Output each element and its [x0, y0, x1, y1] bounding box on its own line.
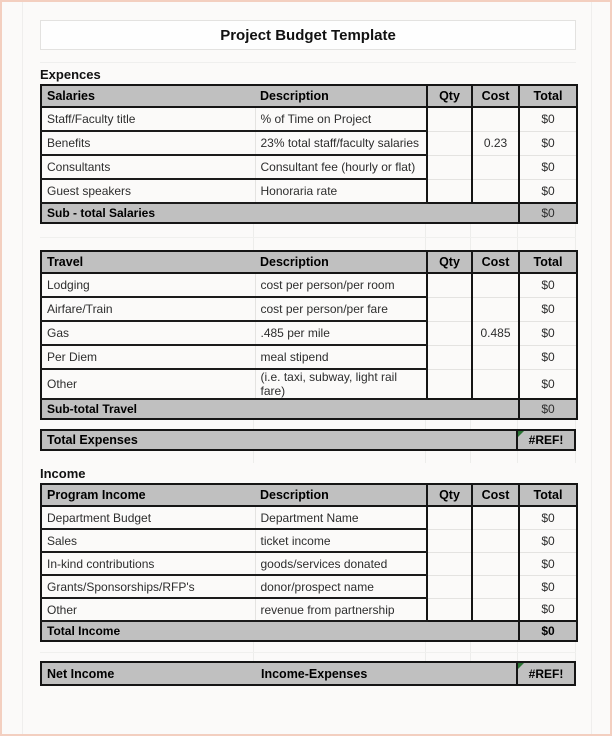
qty-cell [427, 598, 472, 621]
qty-cell [427, 179, 472, 203]
table-row [41, 131, 577, 155]
item-cell: Other [41, 369, 255, 399]
qty-cell [427, 345, 472, 369]
description-cell: Consultant fee (hourly or flat) [255, 155, 427, 179]
item-cell: Grants/Sponsorships/RFP's [41, 575, 255, 598]
description-cell: .485 per mile [255, 321, 427, 345]
cost-cell [472, 345, 519, 369]
table-row [41, 529, 577, 552]
total-cell: $0 [519, 131, 577, 155]
description-cell: 23% total staff/faculty salaries [255, 131, 427, 155]
qty-cell [427, 107, 472, 131]
description-column-header: Description [255, 484, 427, 506]
net-income-value [516, 663, 574, 684]
description-cell: cost per person/per fare [255, 297, 427, 321]
total-cell: $0 [519, 321, 577, 345]
description-cell: Department Name [255, 506, 427, 529]
total-cell: $0 [519, 506, 577, 529]
subtotal-label: Sub - total Salaries [41, 203, 519, 223]
description-cell: donor/prospect name [255, 575, 427, 598]
page-title: Project Budget Template [40, 20, 576, 50]
item-cell: Per Diem [41, 345, 255, 369]
item-cell: Gas [41, 321, 255, 345]
table-row [41, 506, 577, 529]
grid-gap [40, 451, 576, 463]
error-value: #REF! [528, 433, 564, 447]
description-cell: goods/services donated [255, 552, 427, 575]
salaries-table [40, 84, 578, 224]
total-cell: $0 [519, 345, 577, 369]
description-cell: Honoraria rate [255, 179, 427, 203]
cost-cell [472, 273, 519, 297]
cost-cell [472, 369, 519, 399]
error-triangle-icon [518, 431, 524, 437]
cost-cell [472, 297, 519, 321]
description-cell: meal stipend [255, 345, 427, 369]
net-income-label: Net Income [47, 666, 115, 681]
cost-cell [472, 598, 519, 621]
description-cell: (i.e. taxi, subway, light rail fare) [255, 369, 427, 399]
salaries-header-row [41, 85, 577, 107]
table-row [41, 273, 577, 297]
margin-gridline [591, 2, 592, 734]
subtotal-value: $0 [519, 203, 577, 223]
table-row [41, 155, 577, 179]
cost-cell [472, 179, 519, 203]
qty-cell [427, 155, 472, 179]
cost-cell [472, 552, 519, 575]
document-content [40, 20, 576, 686]
program-income-header-row [41, 484, 577, 506]
table-row [41, 321, 577, 345]
cost-cell: 0.23 [472, 131, 519, 155]
table-row [41, 345, 577, 369]
net-income-row [40, 661, 576, 686]
salaries-column-header: Salaries [41, 85, 255, 107]
total-cell: $0 [519, 297, 577, 321]
qty-cell [427, 321, 472, 345]
total-expenses-value [516, 431, 574, 449]
total-cell: $0 [519, 529, 577, 552]
margin-gridline [22, 2, 23, 734]
cost-cell: 0.485 [472, 321, 519, 345]
qty-cell [427, 369, 472, 399]
qty-cell [427, 552, 472, 575]
table-row [41, 179, 577, 203]
total-cell: $0 [519, 273, 577, 297]
qty-column-header: Qty [427, 251, 472, 273]
total-cell: $0 [519, 107, 577, 131]
total-cell: $0 [519, 598, 577, 621]
qty-column-header: Qty [427, 484, 472, 506]
qty-cell [427, 575, 472, 598]
qty-cell [427, 131, 472, 155]
item-cell: Benefits [41, 131, 255, 155]
grid-gap [40, 50, 576, 63]
qty-cell [427, 297, 472, 321]
total-cell: $0 [519, 369, 577, 399]
total-income-label: Total Income [41, 621, 519, 641]
travel-table [40, 250, 578, 420]
qty-cell [427, 529, 472, 552]
description-column-header: Description [255, 85, 427, 107]
item-cell: Staff/Faculty title [41, 107, 255, 131]
description-column-header: Description [255, 251, 427, 273]
cost-column-header: Cost [472, 484, 519, 506]
total-expenses-label: Total Expenses [47, 433, 138, 447]
table-row [41, 552, 577, 575]
table-row [41, 107, 577, 131]
total-cell: $0 [519, 575, 577, 598]
item-cell: Consultants [41, 155, 255, 179]
subtotal-value: $0 [519, 399, 577, 419]
cost-cell [472, 506, 519, 529]
program-income-column-header: Program Income [41, 484, 255, 506]
travel-header-row [41, 251, 577, 273]
grid-gap [40, 420, 576, 429]
grid-gap [40, 224, 576, 250]
total-cell: $0 [519, 155, 577, 179]
qty-column-header: Qty [427, 85, 472, 107]
table-row [41, 575, 577, 598]
total-cell: $0 [519, 179, 577, 203]
item-cell: Lodging [41, 273, 255, 297]
table-row [41, 297, 577, 321]
subtotal-label: Sub-total Travel [41, 399, 519, 419]
item-cell: In-kind contributions [41, 552, 255, 575]
cost-cell [472, 107, 519, 131]
total-expenses-row [40, 429, 576, 451]
travel-column-header: Travel [41, 251, 255, 273]
item-cell: Airfare/Train [41, 297, 255, 321]
description-cell: cost per person/per room [255, 273, 427, 297]
grid-gap [40, 642, 576, 661]
error-value: #REF! [528, 666, 564, 681]
cost-cell [472, 529, 519, 552]
qty-cell [427, 506, 472, 529]
item-cell: Other [41, 598, 255, 621]
table-row [41, 598, 577, 621]
income-section-label: Income [40, 466, 86, 481]
subtotal-row [41, 203, 577, 223]
item-cell: Department Budget [41, 506, 255, 529]
total-column-header: Total [519, 484, 577, 506]
total-column-header: Total [519, 85, 577, 107]
cost-cell [472, 155, 519, 179]
cost-cell [472, 575, 519, 598]
program-income-table [40, 483, 578, 642]
total-income-row [41, 621, 577, 641]
description-cell: ticket income [255, 529, 427, 552]
error-triangle-icon [518, 663, 524, 669]
item-cell: Sales [41, 529, 255, 552]
qty-cell [427, 273, 472, 297]
subtotal-row [41, 399, 577, 419]
cost-column-header: Cost [472, 85, 519, 107]
table-row [41, 369, 577, 399]
total-income-value: $0 [519, 621, 577, 641]
total-cell: $0 [519, 552, 577, 575]
description-cell: % of Time on Project [255, 107, 427, 131]
item-cell: Guest speakers [41, 179, 255, 203]
total-column-header: Total [519, 251, 577, 273]
expenses-section-label: Expences [40, 67, 101, 82]
net-income-description: Income-Expenses [261, 666, 368, 681]
description-cell: revenue from partnership [255, 598, 427, 621]
cost-column-header: Cost [472, 251, 519, 273]
